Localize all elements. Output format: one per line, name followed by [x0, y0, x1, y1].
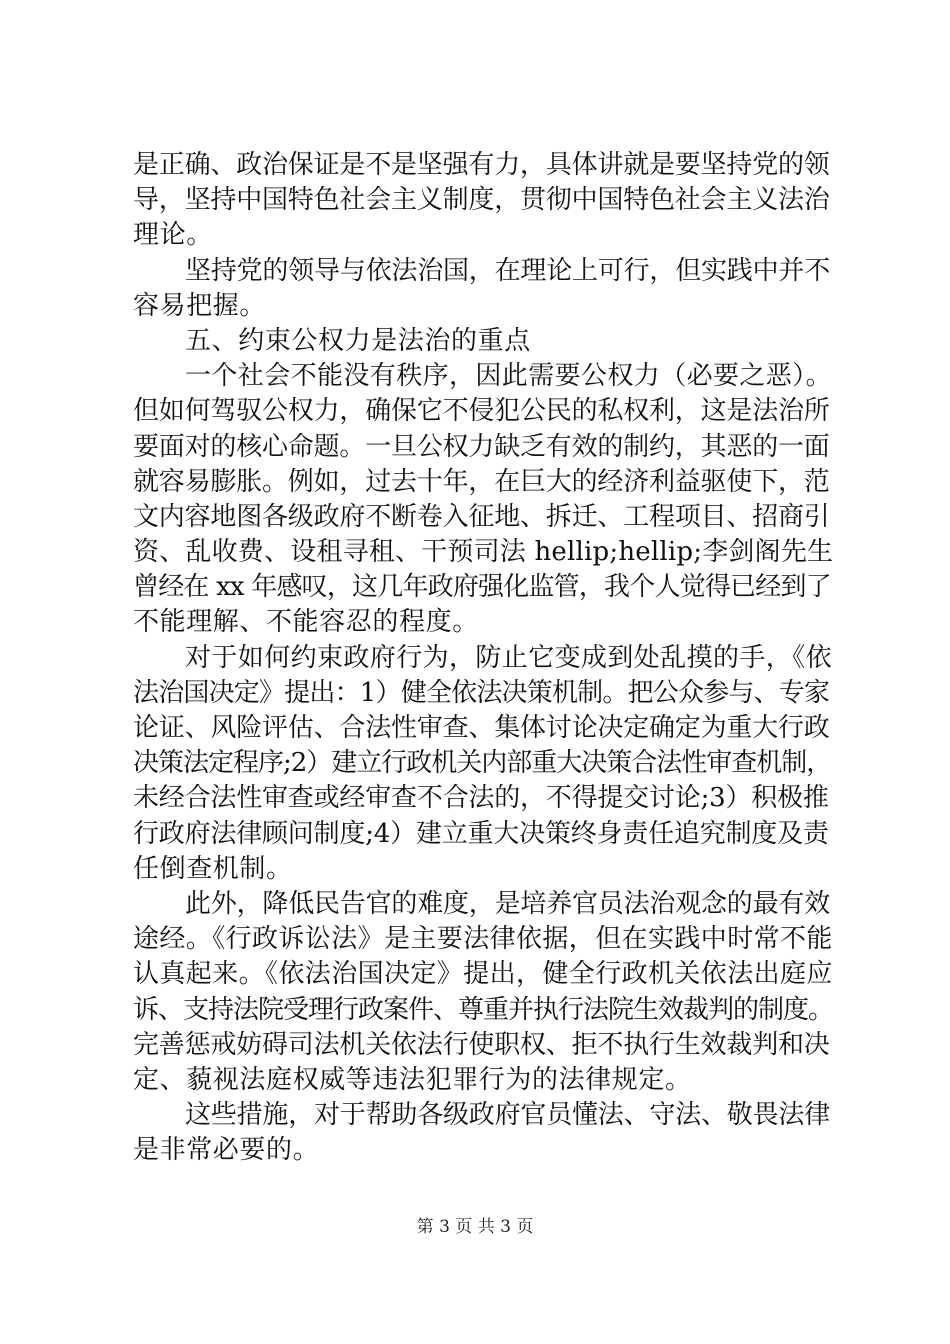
section-heading: 五、约束公权力是法治的重点: [185, 325, 531, 356]
body-line: 但如何驾驭公权力，确保它不侵犯公民的私权利，这是法治所: [133, 396, 830, 427]
body-line: 论证、风险评估、合法性审查、集体讨论决定确定为重大行政: [133, 713, 830, 743]
paragraph-first-line: 坚持党的领导与依法治国，在理论上可行，但实践中并不: [185, 255, 831, 286]
body-line: 不能理解、不能容忍的程度。: [133, 607, 479, 638]
body-line: 理论。: [133, 220, 213, 251]
body-line: 文内容地图各级政府不断卷入征地、拆迁、工程项目、招商引: [133, 501, 830, 532]
body-line: 容易把握。: [133, 290, 267, 321]
body-line: 资、乱收费、设租寻租、干预司法 hellip;hellip;李剑阁先生: [133, 537, 834, 568]
body-line: 导，坚持中国特色社会主义制度，贯彻中国特色社会主义法治: [133, 185, 830, 216]
body-line: 就容易膨胀。例如，过去十年，在巨大的经济利益驱使下，范: [133, 466, 830, 497]
body-line: 法治国决定》提出：1）健全依法决策机制。把公众参与、专家: [133, 677, 830, 708]
body-line: 任倒查机制。: [133, 853, 293, 884]
body-line: 诉、支持法院受理行政案件、尊重并执行法院生效裁判的制度。: [133, 994, 834, 1025]
body-line: 是正确、政治保证是不是坚强有力，具体讲就是要坚持党的领: [133, 150, 830, 180]
paragraph-first-line: 此外，降低民告官的难度，是培养官员法治观念的最有效: [185, 888, 831, 919]
body-line: 行政府法律顾问制度;4）建立重大决策终身责任追究制度及责: [133, 818, 829, 849]
paragraph-first-line: 一个社会不能没有秩序，因此需要公权力（必要之恶）。: [185, 361, 833, 392]
paragraph-first-line: 这些措施，对于帮助各级政府官员懂法、守法、敬畏法律: [185, 1100, 831, 1131]
body-line: 要面对的核心命题。一旦公权力缺乏有效的制约，其恶的一面: [133, 431, 830, 462]
body-line: 曾经在 xx 年感叹，这几年政府强化监管，我个人觉得已经到了: [133, 572, 831, 603]
body-line: 认真起来。《依法治国决定》提出，健全行政机关依法出庭应: [133, 959, 833, 990]
body-line: 完善惩戒妨碍司法机关依法行使职权、拒不执行生效裁判和决: [133, 1029, 830, 1060]
body-line: 是非常必要的。: [133, 1135, 320, 1166]
body-line: 定、藐视法庭权威等违法犯罪行为的法律规定。: [133, 1064, 692, 1095]
page-number-footer: 第 3 页 共 3 页: [416, 1217, 534, 1237]
body-line: 未经合法性审查或经审查不合法的，不得提交讨论;3）积极推: [133, 783, 829, 814]
paragraph-first-line: 对于如何约束政府行为，防止它变成到处乱摸的手，《依: [185, 642, 833, 673]
document-body: [133, 148, 833, 1168]
body-line: 途经。《行政诉讼法》是主要法律依据，但在实践中时常不能: [133, 924, 833, 955]
body-line: 决策法定程序;2）建立行政机关内部重大决策合法性审查机制，: [133, 748, 832, 779]
